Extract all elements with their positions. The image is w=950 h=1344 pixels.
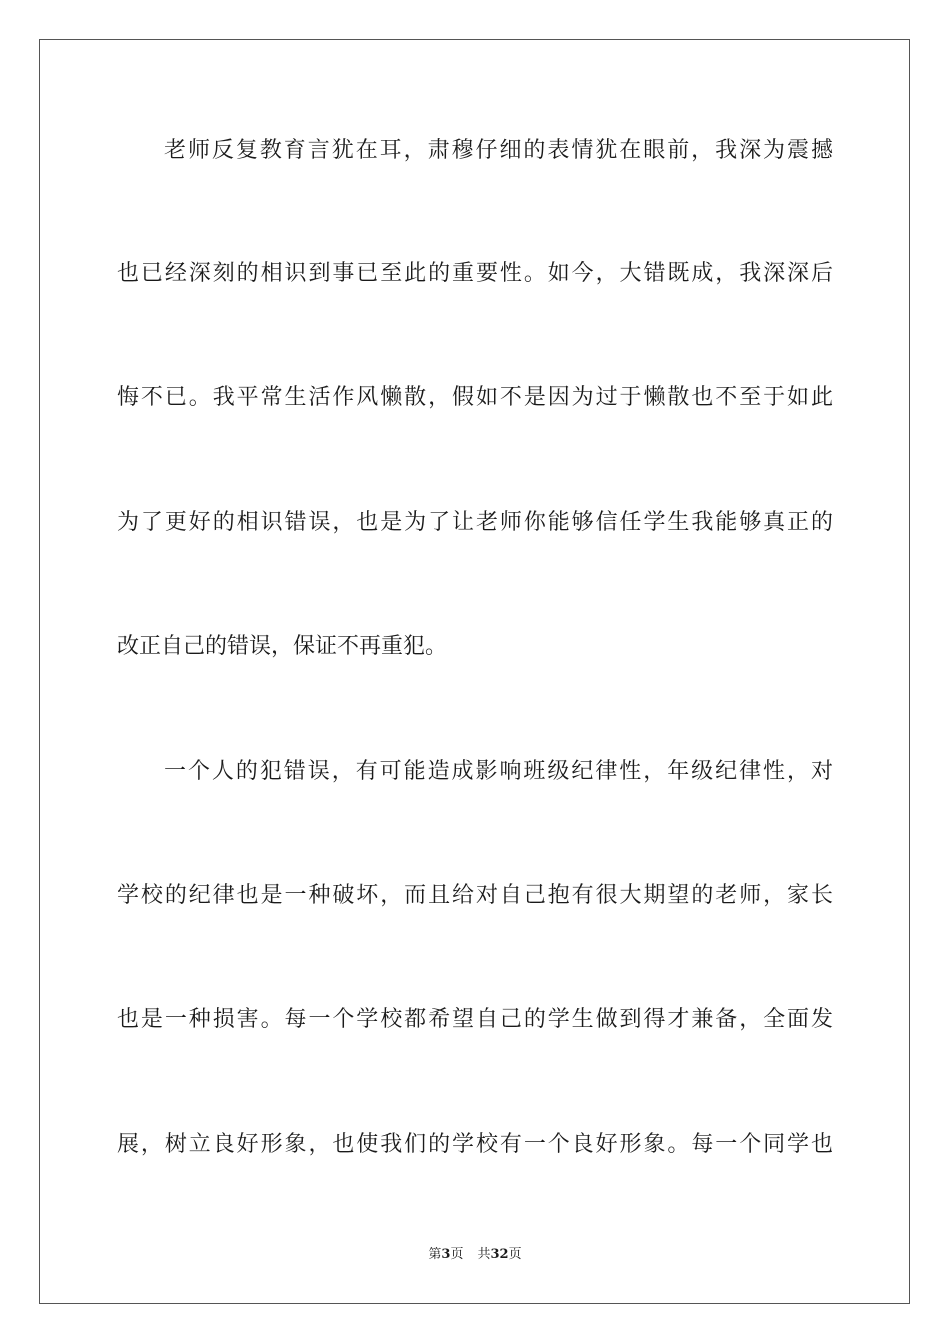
footer-total-suffix: 页 bbox=[508, 1247, 522, 1262]
paragraph-1-line-5: 改正自己的错误，保证不再重犯。 bbox=[117, 634, 448, 659]
paragraph-1-line-3: 悔不已。我平常生活作风懒散，假如不是因为过于懒散也不至于如此 bbox=[117, 385, 833, 410]
page-border bbox=[39, 39, 910, 1304]
footer-total-pages: 32 bbox=[490, 1247, 509, 1262]
paragraph-1-line-4: 为了更好的相识错误，也是为了让老师你能够信任学生我能够真正的 bbox=[117, 510, 833, 535]
footer-page-suffix: 页 bbox=[450, 1247, 464, 1262]
footer-page-number: 3 bbox=[441, 1247, 451, 1262]
paragraph-2-line-1: 一个人的犯错误，有可能造成影响班级纪律性，年级纪律性，对 bbox=[164, 759, 833, 784]
footer-total-prefix: 共 bbox=[477, 1247, 491, 1262]
page-footer bbox=[0, 1246, 950, 1264]
paragraph-2-line-3: 也是一种损害。每一个学校都希望自己的学生做到得才兼备，全面发 bbox=[117, 1007, 833, 1032]
paragraph-1-line-1: 老师反复教育言犹在耳，肃穆仔细的表情犹在眼前，我深为震撼 bbox=[164, 138, 833, 163]
paragraph-2-line-2: 学校的纪律也是一种破坏，而且给对自己抱有很大期望的老师，家长 bbox=[117, 883, 833, 908]
paragraph-1-line-2: 也已经深刻的相识到事已至此的重要性。如今，大错既成，我深深后 bbox=[117, 261, 833, 286]
paragraph-2-line-4: 展，树立良好形象，也使我们的学校有一个良好形象。每一个同学也 bbox=[117, 1132, 833, 1157]
footer-page-prefix: 第 bbox=[428, 1247, 442, 1262]
